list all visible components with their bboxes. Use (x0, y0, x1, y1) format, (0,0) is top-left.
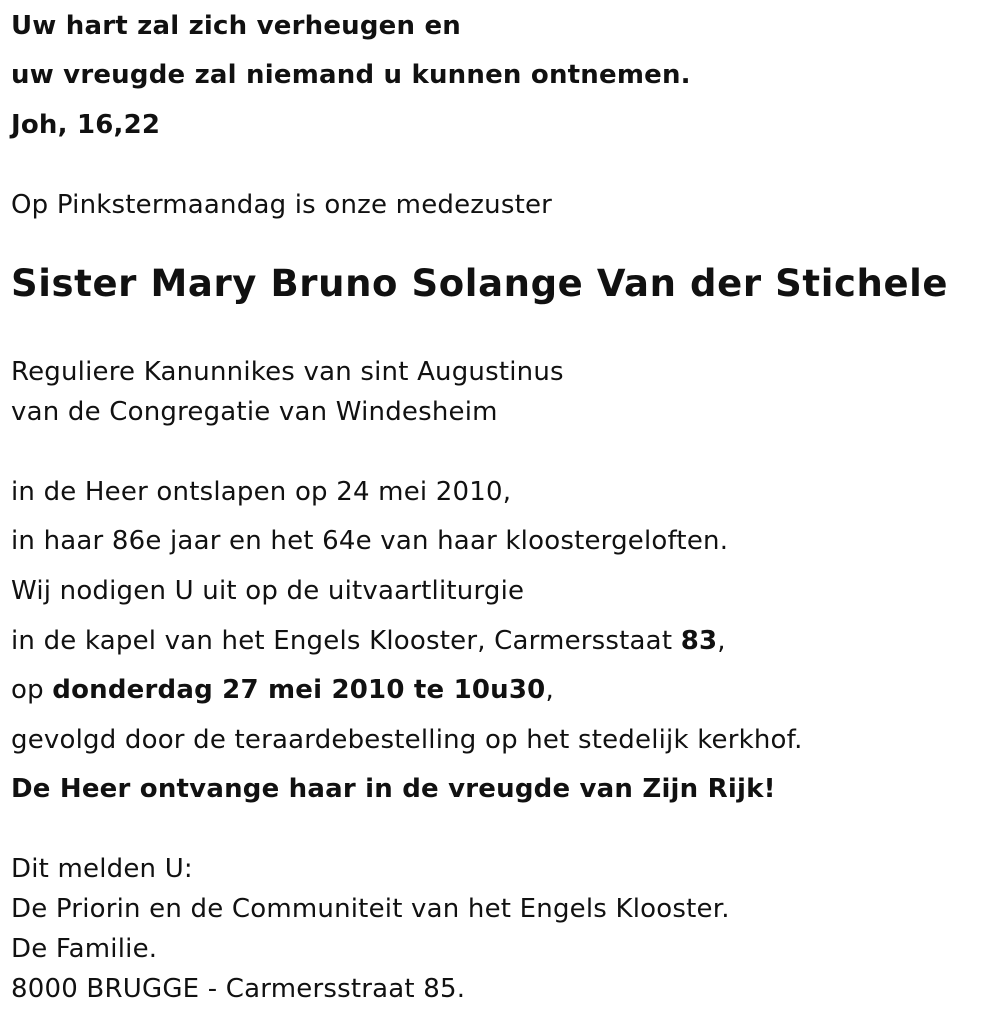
order-line-1: Reguliere Kanunnikes van sint Augustinus (11, 357, 564, 387)
signoff-line-3: De Familie. (11, 934, 158, 964)
announcement-line-1: in de Heer ontslapen op 24 mei 2010, (11, 477, 512, 507)
announcement-line-2: in haar 86e jaar en het 64e van haar kloostergeloften. (11, 526, 729, 556)
service-date-prefix: op (11, 675, 53, 705)
announcement-line-3: Wij nodigen U uit op de uitvaartliturgie (11, 576, 525, 606)
order-line-2: van de Congregatie van Windesheim (11, 397, 498, 427)
quote-line-1: Uw hart zal zich verheugen en (11, 11, 462, 41)
service-date-comma: , (545, 675, 554, 705)
announcement-line-5 (11, 674, 554, 706)
announcement-line-6: gevolgd door de teraardebestelling op het stedelijk kerkhof. (11, 725, 803, 755)
blessing-line: De Heer ontvange haar in de vreugde van Zijn Rijk! (11, 774, 776, 804)
signoff-line-2: De Priorin en de Communiteit van het Engels Klooster. (11, 894, 730, 924)
chapel-address-text: in de kapel van het Engels Klooster, Carmersstaat (11, 626, 681, 656)
signoff-address: 8000 BRUGGE - Carmersstraat 85. (11, 974, 466, 1004)
chapel-address-comma: , (717, 626, 726, 656)
service-date: donderdag 27 mei 2010 te 10u30 (52, 675, 546, 705)
quote-reference: Joh, 16,22 (11, 110, 161, 140)
deceased-name: Sister Mary Bruno Solange Van der Stichele (11, 262, 949, 305)
intro-text: Op Pinkstermaandag is onze medezuster (11, 190, 553, 220)
announcement-line-4 (11, 625, 726, 657)
chapel-house-number: 83 (680, 626, 718, 656)
signoff-line-1: Dit melden U: (11, 854, 193, 884)
quote-line-2: uw vreugde zal niemand u kunnen ontnemen. (11, 60, 691, 90)
